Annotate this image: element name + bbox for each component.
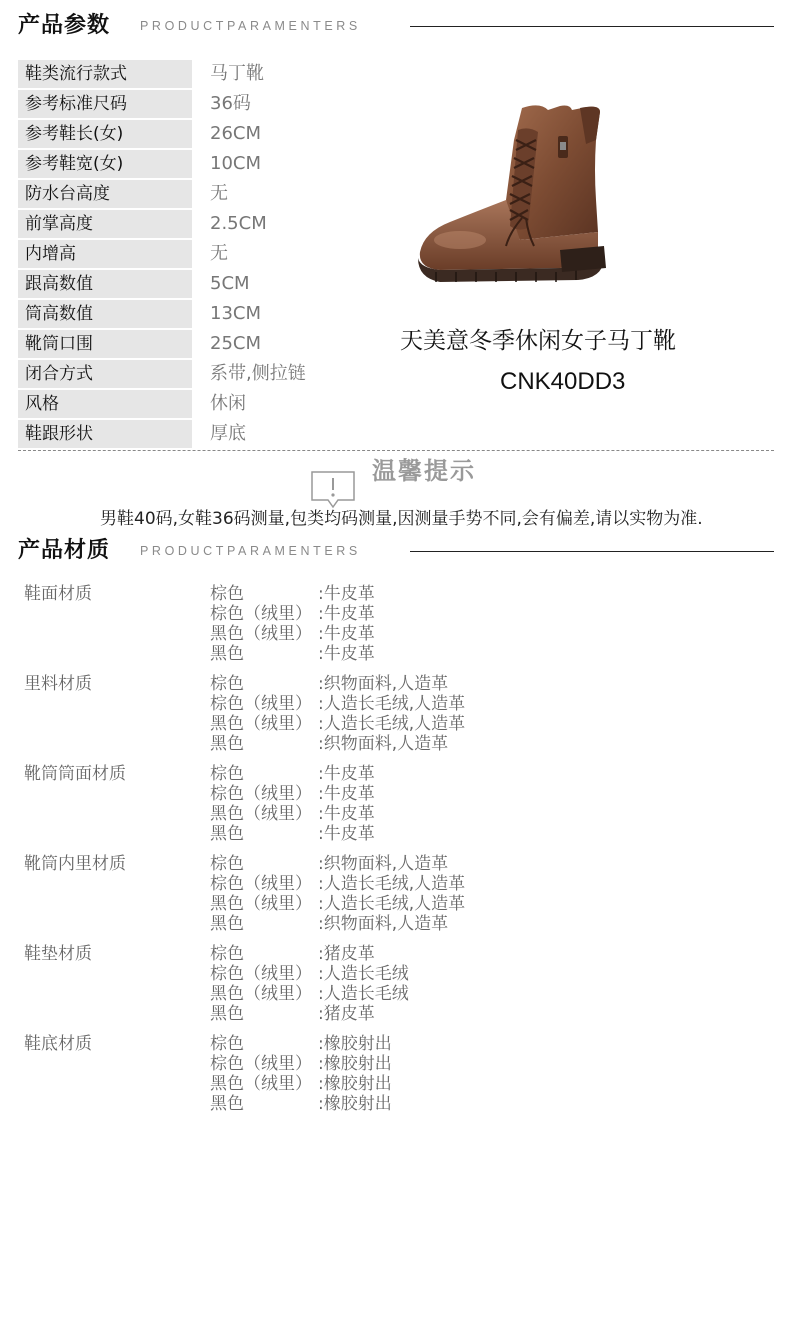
material-variant: 黑色（绒里） xyxy=(210,804,312,824)
section-title: 产品材质 xyxy=(18,538,111,563)
param-label: 内增高 xyxy=(18,240,192,268)
material-group xyxy=(24,1034,724,1124)
material-variant: 棕色（绒里） xyxy=(210,964,312,984)
material-variant: 棕色 xyxy=(210,1034,244,1054)
param-label: 靴筒口围 xyxy=(18,330,192,358)
material-variant: 黑色（绒里） xyxy=(210,1074,312,1094)
material-variant: 黑色（绒里） xyxy=(210,624,312,644)
material-value: :牛皮革 xyxy=(318,584,375,604)
material-label: 靴筒筒面材质 xyxy=(24,764,126,784)
material-variant: 棕色（绒里） xyxy=(210,604,312,624)
param-label: 防水台高度 xyxy=(18,180,192,208)
param-label: 参考鞋长(女) xyxy=(18,120,192,148)
param-row xyxy=(18,360,398,390)
material-variant: 棕色 xyxy=(210,854,244,874)
param-value: 无 xyxy=(210,243,228,264)
material-value: :牛皮革 xyxy=(318,604,375,624)
param-row xyxy=(18,420,398,450)
param-row xyxy=(18,210,398,240)
material-value: :橡胶射出 xyxy=(318,1094,392,1114)
material-value: :织物面料,人造革 xyxy=(318,854,449,874)
section-header-params xyxy=(18,11,774,41)
params-table xyxy=(18,60,398,450)
material-value: :人造长毛绒 xyxy=(318,984,409,1004)
material-value: :牛皮革 xyxy=(318,624,375,644)
section-rule xyxy=(410,551,774,552)
param-label: 鞋类流行款式 xyxy=(18,60,192,88)
notice-text: 男鞋40码,女鞋36码测量,包类均码测量,因测量手势不同,会有偏差,请以实物为准. xyxy=(100,509,703,529)
material-value: :牛皮革 xyxy=(318,804,375,824)
warning-speech-bubble-icon xyxy=(310,470,356,510)
material-variant: 黑色（绒里） xyxy=(210,984,312,1004)
param-value: 无 xyxy=(210,183,228,204)
material-variant: 棕色（绒里） xyxy=(210,694,312,714)
section-rule xyxy=(410,26,774,27)
param-value: 26CM xyxy=(210,123,262,144)
param-value: 36码 xyxy=(210,93,251,114)
param-row xyxy=(18,180,398,210)
material-value: :牛皮革 xyxy=(318,784,375,804)
material-variant: 棕色 xyxy=(210,674,244,694)
product-image xyxy=(410,100,610,290)
param-value: 25CM xyxy=(210,333,262,354)
material-label: 鞋面材质 xyxy=(24,584,92,604)
material-value: :人造长毛绒,人造革 xyxy=(318,874,466,894)
material-variant: 黑色（绒里） xyxy=(210,894,312,914)
material-variant: 黑色 xyxy=(210,824,244,844)
section-subtitle: PRODUCTPARAMENTERS xyxy=(140,544,361,558)
section-subtitle: PRODUCTPARAMENTERS xyxy=(140,19,361,33)
material-label: 里料材质 xyxy=(24,674,92,694)
material-value: :人造长毛绒,人造革 xyxy=(318,714,466,734)
param-row xyxy=(18,270,398,300)
material-value: :织物面料,人造革 xyxy=(318,914,449,934)
param-label: 筒高数值 xyxy=(18,300,192,328)
material-group xyxy=(24,764,724,854)
material-variant: 黑色 xyxy=(210,914,244,934)
material-variant: 黑色 xyxy=(210,1094,244,1114)
param-label: 参考标准尺码 xyxy=(18,90,192,118)
param-row xyxy=(18,150,398,180)
material-variant: 棕色 xyxy=(210,944,244,964)
material-group xyxy=(24,944,724,1034)
material-variant: 棕色（绒里） xyxy=(210,874,312,894)
material-value: :人造长毛绒 xyxy=(318,964,409,984)
param-label: 前掌高度 xyxy=(18,210,192,238)
material-variant: 黑色 xyxy=(210,734,244,754)
material-value: :橡胶射出 xyxy=(318,1034,392,1054)
material-label: 鞋垫材质 xyxy=(24,944,92,964)
section-header-materials xyxy=(18,536,774,566)
param-row xyxy=(18,90,398,120)
param-label: 闭合方式 xyxy=(18,360,192,388)
param-label: 跟高数值 xyxy=(18,270,192,298)
param-label: 鞋跟形状 xyxy=(18,420,192,448)
material-value: :织物面料,人造革 xyxy=(318,734,449,754)
material-variant: 黑色 xyxy=(210,644,244,664)
product-name: 天美意冬季休闲女子马丁靴 xyxy=(400,328,676,354)
param-label: 参考鞋宽(女) xyxy=(18,150,192,178)
section-title: 产品参数 xyxy=(18,13,111,38)
material-value: :人造长毛绒,人造革 xyxy=(318,694,466,714)
material-value: :织物面料,人造革 xyxy=(318,674,449,694)
param-row xyxy=(18,240,398,270)
param-row xyxy=(18,300,398,330)
material-label: 靴筒内里材质 xyxy=(24,854,126,874)
material-variant: 黑色 xyxy=(210,1004,244,1024)
product-code: CNK40DD3 xyxy=(500,368,626,395)
param-row xyxy=(18,60,398,90)
material-value: :橡胶射出 xyxy=(318,1054,392,1074)
material-variant: 棕色（绒里） xyxy=(210,784,312,804)
material-value: :牛皮革 xyxy=(318,644,375,664)
param-value: 马丁靴 xyxy=(210,63,264,84)
material-variant: 棕色（绒里） xyxy=(210,1054,312,1074)
param-value: 13CM xyxy=(210,303,262,324)
material-variant: 黑色（绒里） xyxy=(210,714,312,734)
param-row xyxy=(18,120,398,150)
param-value: 系带,侧拉链 xyxy=(210,363,306,384)
material-label: 鞋底材质 xyxy=(24,1034,92,1054)
material-value: :猪皮革 xyxy=(318,1004,375,1024)
dashed-divider xyxy=(18,450,774,451)
param-value: 2.5CM xyxy=(210,213,267,234)
material-value: :橡胶射出 xyxy=(318,1074,392,1094)
param-label: 风格 xyxy=(18,390,192,418)
material-group xyxy=(24,854,724,944)
material-variant: 棕色 xyxy=(210,764,244,784)
param-row xyxy=(18,330,398,360)
material-value: :牛皮革 xyxy=(318,824,375,844)
material-variant: 棕色 xyxy=(210,584,244,604)
material-group xyxy=(24,674,724,764)
param-value: 10CM xyxy=(210,153,262,174)
material-group xyxy=(24,584,724,674)
notice-title: 温馨提示 xyxy=(372,457,476,485)
param-value: 厚底 xyxy=(210,423,246,444)
material-value: :牛皮革 xyxy=(318,764,375,784)
param-value: 休闲 xyxy=(210,393,246,414)
param-value: 5CM xyxy=(210,273,250,294)
material-value: :猪皮革 xyxy=(318,944,375,964)
brown-martin-boot-icon xyxy=(410,100,610,290)
material-value: :人造长毛绒,人造革 xyxy=(318,894,466,914)
materials-list xyxy=(24,584,724,1124)
param-row xyxy=(18,390,398,420)
